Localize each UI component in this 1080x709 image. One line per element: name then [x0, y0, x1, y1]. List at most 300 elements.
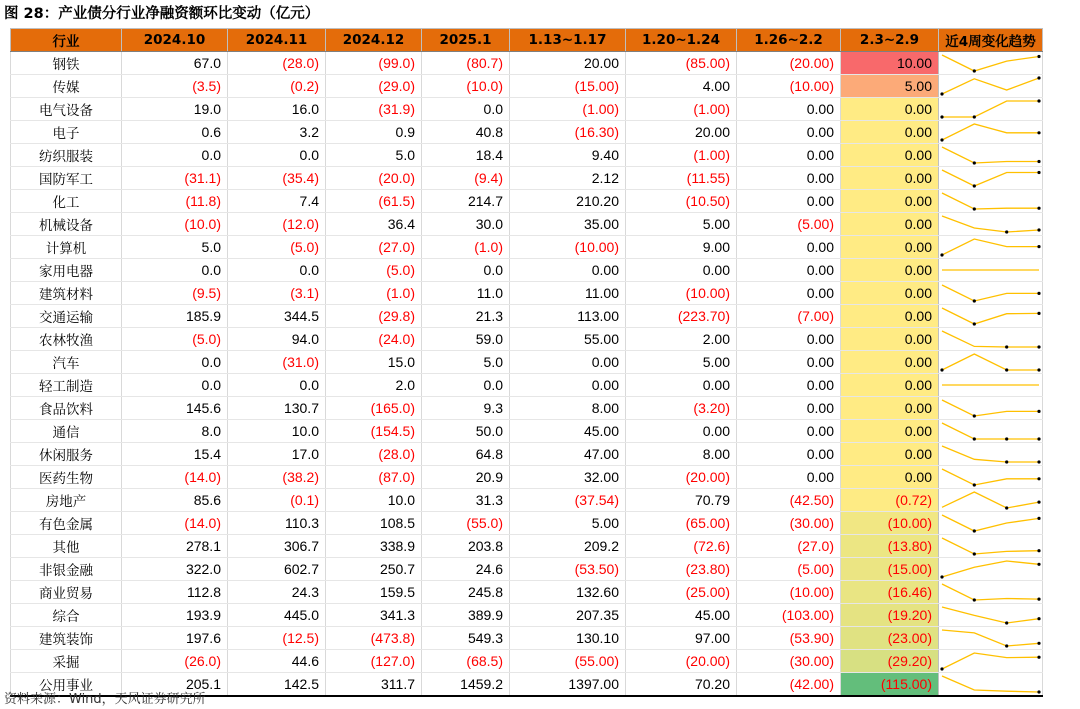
highlight-value-cell: 0.00 [841, 144, 939, 167]
table-row [11, 305, 1043, 328]
value-cell: (72.6) [626, 535, 737, 558]
value-cell: 0.00 [626, 374, 737, 397]
value-cell: 24.3 [228, 581, 326, 604]
table-row [11, 397, 1043, 420]
value-cell: (55.0) [422, 512, 510, 535]
value-cell: 445.0 [228, 604, 326, 627]
sparkline-point [940, 92, 943, 95]
sparkline-point [973, 322, 976, 325]
trend-sparkline-cell [939, 558, 1043, 581]
figure-title: 图 28：产业债分行业净融资额环比变动（亿元） [4, 6, 320, 22]
table-row [11, 535, 1043, 558]
highlight-value-cell: (0.72) [841, 489, 939, 512]
value-cell: 24.6 [422, 558, 510, 581]
value-cell: 0.00 [737, 121, 841, 144]
value-cell: (5.0) [326, 259, 422, 282]
value-cell: 0.00 [737, 443, 841, 466]
value-cell: (11.55) [626, 167, 737, 190]
value-cell: 0.0 [122, 374, 228, 397]
sparkline-point [1037, 312, 1040, 315]
value-cell: 250.7 [326, 558, 422, 581]
value-cell: 338.9 [326, 535, 422, 558]
value-cell: (42.50) [737, 489, 841, 512]
value-cell: (55.00) [510, 650, 626, 673]
value-cell: (16.30) [510, 121, 626, 144]
value-cell: (15.00) [510, 75, 626, 98]
value-cell: 193.9 [122, 604, 228, 627]
sparkline-point [973, 483, 976, 486]
sparkline-point [1037, 477, 1040, 480]
value-cell: 0.00 [626, 259, 737, 282]
table-row [11, 466, 1043, 489]
highlight-value-cell: 0.00 [841, 443, 939, 466]
industry-name-cell: 交通运输 [11, 305, 122, 328]
value-cell: (53.90) [737, 627, 841, 650]
value-cell: 0.00 [737, 98, 841, 121]
highlight-value-cell: 0.00 [841, 213, 939, 236]
value-cell: (103.00) [737, 604, 841, 627]
value-cell: 35.00 [510, 213, 626, 236]
highlight-value-cell: 0.00 [841, 374, 939, 397]
sparkline-point [1037, 563, 1040, 566]
value-cell: (27.0) [737, 535, 841, 558]
value-cell: 207.35 [510, 604, 626, 627]
value-cell: (1.0) [326, 282, 422, 305]
sparkline-point [1037, 76, 1040, 79]
sparkline-point [1005, 506, 1008, 509]
value-cell: 2.12 [510, 167, 626, 190]
trend-sparkline-cell [939, 75, 1043, 98]
sparkline-path [942, 124, 1039, 140]
trend-sparkline-cell [939, 650, 1043, 673]
highlight-value-cell: (23.00) [841, 627, 939, 650]
trend-sparkline-cell [939, 535, 1043, 558]
value-cell: (12.5) [228, 627, 326, 650]
value-cell: (1.00) [626, 98, 737, 121]
value-cell: (80.7) [422, 52, 510, 75]
column-header: 2024.11 [228, 29, 326, 52]
value-cell: 21.3 [422, 305, 510, 328]
value-cell: (1.00) [510, 98, 626, 121]
sparkline [939, 420, 1042, 442]
value-cell: (9.5) [122, 282, 228, 305]
sparkline-path [942, 285, 1039, 301]
sparkline-point [1037, 99, 1040, 102]
value-cell: (223.70) [626, 305, 737, 328]
sparkline [939, 190, 1042, 212]
column-header: 行业 [11, 29, 122, 52]
table-row [11, 190, 1043, 213]
table-row [11, 75, 1043, 98]
value-cell: (28.0) [326, 443, 422, 466]
value-cell: (37.54) [510, 489, 626, 512]
value-cell: 11.00 [510, 282, 626, 305]
value-cell: 0.00 [737, 328, 841, 351]
value-cell: 5.00 [626, 213, 737, 236]
trend-sparkline-cell [939, 282, 1043, 305]
sparkline-path [942, 423, 1039, 439]
value-cell: (165.0) [326, 397, 422, 420]
value-cell: 5.0 [326, 144, 422, 167]
value-cell: (31.1) [122, 167, 228, 190]
sparkline [939, 489, 1042, 511]
trend-sparkline-cell [939, 489, 1043, 512]
trend-sparkline-cell [939, 627, 1043, 650]
value-cell: (10.0) [122, 213, 228, 236]
value-cell: 94.0 [228, 328, 326, 351]
sparkline [939, 144, 1042, 166]
value-cell: (10.00) [737, 581, 841, 604]
value-cell: 15.4 [122, 443, 228, 466]
value-cell: 70.79 [626, 489, 737, 512]
highlight-value-cell: 0.00 [841, 282, 939, 305]
sparkline-path [942, 676, 1039, 692]
sparkline [939, 167, 1042, 189]
value-cell: 0.0 [228, 259, 326, 282]
sparkline-path [942, 216, 1039, 232]
sparkline-path [942, 101, 1039, 117]
value-cell: 3.2 [228, 121, 326, 144]
value-cell: (127.0) [326, 650, 422, 673]
value-cell: 9.40 [510, 144, 626, 167]
trend-sparkline-cell [939, 420, 1043, 443]
sparkline-point [973, 437, 976, 440]
sparkline [939, 236, 1042, 258]
value-cell: (7.00) [737, 305, 841, 328]
trend-sparkline-cell [939, 443, 1043, 466]
table-row [11, 627, 1043, 650]
highlight-value-cell: 0.00 [841, 167, 939, 190]
value-cell: 0.0 [122, 351, 228, 374]
highlight-value-cell: (19.20) [841, 604, 939, 627]
value-cell: 9.00 [626, 236, 737, 259]
sparkline [939, 558, 1042, 580]
column-header: 1.26~2.2 [737, 29, 841, 52]
value-cell: 341.3 [326, 604, 422, 627]
sparkline-path [942, 170, 1039, 186]
sparkline [939, 305, 1042, 327]
value-cell: 0.00 [737, 282, 841, 305]
value-cell: 130.10 [510, 627, 626, 650]
trend-sparkline-cell [939, 121, 1043, 144]
sparkline-point [1005, 621, 1008, 624]
sparkline-point [1037, 171, 1040, 174]
sparkline-path [942, 193, 1039, 209]
value-cell: (10.00) [510, 236, 626, 259]
sparkline [939, 282, 1042, 304]
sparkline [939, 328, 1042, 350]
value-cell: 0.00 [626, 420, 737, 443]
highlight-value-cell: 0.00 [841, 259, 939, 282]
highlight-value-cell: (15.00) [841, 558, 939, 581]
sparkline-path [942, 147, 1039, 163]
sparkline-point [1037, 368, 1040, 371]
value-cell: 322.0 [122, 558, 228, 581]
sparkline [939, 374, 1042, 396]
value-cell: (3.5) [122, 75, 228, 98]
sparkline-path [942, 78, 1039, 94]
value-cell: (68.5) [422, 650, 510, 673]
column-header: 2024.12 [326, 29, 422, 52]
value-cell: 10.0 [228, 420, 326, 443]
value-cell: 8.00 [626, 443, 737, 466]
sparkline-path [942, 446, 1039, 462]
highlight-value-cell: (29.20) [841, 650, 939, 673]
table-header-row [11, 29, 1043, 52]
value-cell: 32.00 [510, 466, 626, 489]
value-cell: 0.00 [510, 259, 626, 282]
value-cell: 0.00 [737, 259, 841, 282]
table-row [11, 650, 1043, 673]
sparkline [939, 75, 1042, 97]
value-cell: 0.00 [737, 397, 841, 420]
sparkline-path [942, 607, 1039, 623]
value-cell: 20.9 [422, 466, 510, 489]
trend-sparkline-cell [939, 98, 1043, 121]
sparkline-point [940, 368, 943, 371]
value-cell: (10.0) [422, 75, 510, 98]
value-cell: (20.00) [737, 52, 841, 75]
value-cell: (3.1) [228, 282, 326, 305]
value-cell: 20.00 [510, 52, 626, 75]
sparkline-point [1037, 460, 1040, 463]
sparkline-point [1037, 642, 1040, 645]
sparkline-point [940, 667, 943, 670]
trend-sparkline-cell [939, 673, 1043, 697]
value-cell: 132.60 [510, 581, 626, 604]
table-row [11, 604, 1043, 627]
industry-name-cell: 休闲服务 [11, 443, 122, 466]
value-cell: (29.8) [326, 305, 422, 328]
value-cell: (20.0) [326, 167, 422, 190]
value-cell: 5.0 [122, 236, 228, 259]
value-cell: (1.0) [422, 236, 510, 259]
table-row [11, 489, 1043, 512]
value-cell: 145.6 [122, 397, 228, 420]
value-cell: 40.8 [422, 121, 510, 144]
sparkline-path [942, 400, 1039, 416]
sparkline-point [1037, 55, 1040, 58]
highlight-value-cell: (10.00) [841, 512, 939, 535]
value-cell: 0.0 [228, 374, 326, 397]
value-cell: (5.00) [737, 213, 841, 236]
industry-net-financing-table [10, 28, 1043, 697]
highlight-value-cell: (16.46) [841, 581, 939, 604]
value-cell: 10.0 [326, 489, 422, 512]
table-row [11, 98, 1043, 121]
value-cell: (9.4) [422, 167, 510, 190]
trend-sparkline-cell [939, 512, 1043, 535]
sparkline [939, 512, 1042, 534]
value-cell: 0.00 [737, 167, 841, 190]
value-cell: (5.00) [737, 558, 841, 581]
value-cell: 0.00 [737, 466, 841, 489]
value-cell: (53.50) [510, 558, 626, 581]
sparkline-point [1005, 345, 1008, 348]
value-cell: 85.6 [122, 489, 228, 512]
table-row [11, 236, 1043, 259]
value-cell: 1459.2 [422, 673, 510, 697]
highlight-value-cell: 0.00 [841, 236, 939, 259]
value-cell: (473.8) [326, 627, 422, 650]
value-cell: 31.3 [422, 489, 510, 512]
value-cell: (35.4) [228, 167, 326, 190]
table-body [11, 52, 1043, 697]
value-cell: 209.2 [510, 535, 626, 558]
trend-sparkline-cell [939, 236, 1043, 259]
value-cell: 44.6 [228, 650, 326, 673]
value-cell: 5.0 [422, 351, 510, 374]
value-cell: (28.0) [228, 52, 326, 75]
value-cell: 108.5 [326, 512, 422, 535]
trend-sparkline-cell [939, 328, 1043, 351]
sparkline-path [942, 492, 1039, 508]
value-cell: 97.00 [626, 627, 737, 650]
value-cell: (31.9) [326, 98, 422, 121]
trend-sparkline-cell [939, 351, 1043, 374]
column-header: 1.20~1.24 [626, 29, 737, 52]
value-cell: 11.0 [422, 282, 510, 305]
table-row [11, 374, 1043, 397]
table-row [11, 282, 1043, 305]
value-cell: (38.2) [228, 466, 326, 489]
value-cell: 0.0 [122, 144, 228, 167]
table-row [11, 259, 1043, 282]
sparkline-point [1037, 437, 1040, 440]
value-cell: 0.0 [228, 144, 326, 167]
sparkline-path [942, 538, 1039, 554]
value-cell: 389.9 [422, 604, 510, 627]
value-cell: 130.7 [228, 397, 326, 420]
trend-sparkline-cell [939, 374, 1043, 397]
value-cell: 64.8 [422, 443, 510, 466]
sparkline-point [1037, 410, 1040, 413]
industry-name-cell: 纺织服装 [11, 144, 122, 167]
sparkline-point [973, 161, 976, 164]
sparkline [939, 650, 1042, 672]
value-cell: 112.8 [122, 581, 228, 604]
value-cell: 113.00 [510, 305, 626, 328]
value-cell: (87.0) [326, 466, 422, 489]
sparkline-point [1005, 460, 1008, 463]
value-cell: 142.5 [228, 673, 326, 697]
industry-name-cell: 家用电器 [11, 259, 122, 282]
source-note: 资料来源：Wind，天风证券研究所 [4, 692, 206, 707]
sparkline-point [1005, 368, 1008, 371]
value-cell: 20.00 [626, 121, 737, 144]
value-cell: 306.7 [228, 535, 326, 558]
highlight-value-cell: 0.00 [841, 351, 939, 374]
value-cell: (12.0) [228, 213, 326, 236]
value-cell: 50.0 [422, 420, 510, 443]
value-cell: (61.5) [326, 190, 422, 213]
highlight-value-cell: 0.00 [841, 397, 939, 420]
highlight-value-cell: 0.00 [841, 305, 939, 328]
sparkline [939, 604, 1042, 626]
table-row [11, 443, 1043, 466]
value-cell: 0.0 [422, 259, 510, 282]
value-cell: 549.3 [422, 627, 510, 650]
sparkline-path [942, 239, 1039, 255]
value-cell: 0.00 [510, 351, 626, 374]
sparkline [939, 351, 1042, 373]
table-row [11, 581, 1043, 604]
industry-name-cell: 建筑装饰 [11, 627, 122, 650]
sparkline [939, 443, 1042, 465]
table-row [11, 512, 1043, 535]
value-cell: (10.00) [626, 282, 737, 305]
value-cell: 19.0 [122, 98, 228, 121]
trend-sparkline-cell [939, 190, 1043, 213]
sparkline [939, 581, 1042, 603]
sparkline-point [1037, 501, 1040, 504]
value-cell: 0.00 [737, 374, 841, 397]
sparkline-point [973, 299, 976, 302]
column-header: 近4周变化趋势 [939, 29, 1043, 52]
sparkline-point [973, 414, 976, 417]
value-cell: 2.0 [326, 374, 422, 397]
sparkline-point [1037, 598, 1040, 601]
industry-name-cell: 建筑材料 [11, 282, 122, 305]
value-cell: 203.8 [422, 535, 510, 558]
value-cell: 0.00 [737, 351, 841, 374]
value-cell: 0.00 [737, 236, 841, 259]
value-cell: (26.0) [122, 650, 228, 673]
sparkline [939, 52, 1042, 74]
value-cell: 18.4 [422, 144, 510, 167]
sparkline-point [1037, 345, 1040, 348]
sparkline-point [1005, 437, 1008, 440]
sparkline-point [973, 184, 976, 187]
sparkline-point [1037, 131, 1040, 134]
value-cell: (25.00) [626, 581, 737, 604]
value-cell: (3.20) [626, 397, 737, 420]
table-row [11, 558, 1043, 581]
sparkline-path [942, 515, 1039, 531]
value-cell: (11.8) [122, 190, 228, 213]
value-cell: 344.5 [228, 305, 326, 328]
value-cell: 55.00 [510, 328, 626, 351]
sparkline-point [973, 529, 976, 532]
industry-name-cell: 采掘 [11, 650, 122, 673]
sparkline [939, 673, 1042, 695]
sparkline-point [1037, 690, 1040, 693]
industry-name-cell: 其他 [11, 535, 122, 558]
industry-name-cell: 公用事业 [11, 673, 122, 697]
value-cell: 36.4 [326, 213, 422, 236]
highlight-value-cell: (115.00) [841, 673, 939, 697]
trend-sparkline-cell [939, 305, 1043, 328]
sparkline-point [973, 115, 976, 118]
sparkline-point [973, 207, 976, 210]
table-row [11, 420, 1043, 443]
value-cell: 9.3 [422, 397, 510, 420]
industry-name-cell: 有色金属 [11, 512, 122, 535]
sparkline [939, 259, 1042, 281]
value-cell: 0.00 [737, 190, 841, 213]
highlight-value-cell: 0.00 [841, 328, 939, 351]
value-cell: 16.0 [228, 98, 326, 121]
industry-name-cell: 机械设备 [11, 213, 122, 236]
value-cell: 5.00 [510, 512, 626, 535]
industry-name-cell: 传媒 [11, 75, 122, 98]
highlight-value-cell: 0.00 [841, 121, 939, 144]
industry-name-cell: 食品饮料 [11, 397, 122, 420]
sparkline-point [940, 253, 943, 256]
value-cell: 67.0 [122, 52, 228, 75]
value-cell: 602.7 [228, 558, 326, 581]
sparkline-point [1005, 230, 1008, 233]
